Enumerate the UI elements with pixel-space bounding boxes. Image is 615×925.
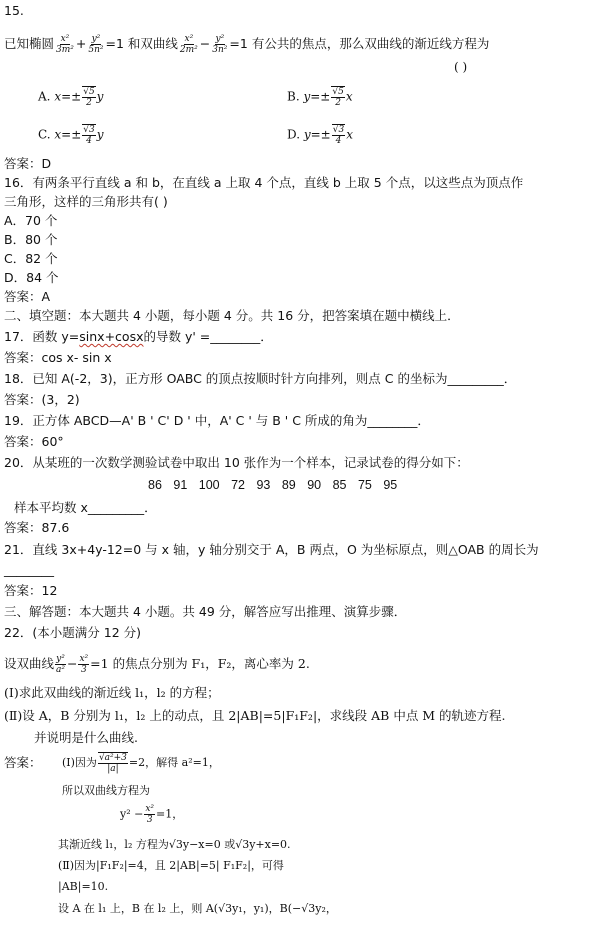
q22-part2-continued: 并说明是什么曲线. [34, 730, 138, 745]
q19-stem: 19．正方体 ABCD—A' B ' C' D ' 中，A' C ' 与 B ' C 所成的角为________． [4, 413, 430, 428]
hyperbola-term2: $\frac{\text{y²}}{\text{3n²}}$ [212, 34, 228, 55]
q19-answer: 答案：60° [4, 434, 64, 449]
q22-part2: (Ⅱ)设 A，B 分别为 l₁，l₂ 上的动点，且 2|AB|=5|F₁F₂|，求线段 AB 中点 M 的轨迹方程. [4, 708, 506, 723]
q16-stem-line2: 三角形，这样的三角形共有( ) [4, 194, 168, 209]
q22-solution-step6: |AB|=10. [58, 880, 109, 893]
q15-option-d[interactable]: D. y=± $\frac{√3}{4}$ x [287, 125, 353, 146]
ellipse-term2: $\frac{\text{y²}}{\text{5n²}}$ [88, 34, 104, 55]
q16-answer: 答案：A [4, 289, 51, 304]
q22-solution-step2: 所以双曲线方程为 [62, 784, 150, 797]
q22-answer-label: 答案： [4, 755, 42, 770]
q15-number: 15. [4, 3, 24, 18]
q20-scores: 86 91 100 72 93 89 90 85 75 95 [148, 478, 398, 492]
q15-answer: 答案：D [4, 156, 52, 171]
q17-stem: 17．函数 y=sinx+cosx的导数 y' =________． [4, 329, 273, 344]
q16-option-d[interactable]: D．84 个 [4, 270, 59, 285]
q22-solution-step7: 设 A 在 l₁ 上，B 在 l₂ 上，则 A(√3y₁，y₁)，B(−√3y₂， [58, 902, 337, 915]
q15-option-c[interactable]: C. x=± $\frac{√3}{4}$ y [38, 125, 104, 146]
q21-stem: 21．直线 3x+4y-12=0 与 x 轴，y 轴分别交于 A，B 两点，O 为坐标原点，则△OAB 的周长为 [4, 542, 539, 557]
hyperbola-term1: $\frac{\text{x²}}{\text{2m²}}$ [179, 34, 198, 55]
q17-answer: 答案：cos x- sin x [4, 350, 112, 365]
q22-solution-step1: (Ⅰ)因为 $\frac{\text{√a²+3}}{|a|}$ =2，解得 a²=1， [62, 753, 220, 774]
q20-answer: 答案：87.6 [4, 520, 70, 535]
q15-option-a[interactable]: A. x=± $\frac{√5}{2}$ y [38, 87, 104, 108]
q22-solution-step4: 其渐近线 l₁，l₂ 方程为√3y−x=0 或√3y+x=0. [58, 838, 291, 851]
q15-option-b[interactable]: B. y=± $\frac{√5}{2}$ x [287, 87, 353, 108]
q22-part1: (Ⅰ)求此双曲线的渐近线 l₁，l₂ 的方程； [4, 685, 220, 700]
q21-blank: ________ [4, 562, 54, 577]
q21-answer: 答案：12 [4, 583, 58, 598]
q22-title: 22．(本小题满分 12 分) [4, 625, 142, 640]
q20-sample-mean: 样本平均数 x_________． [14, 500, 157, 515]
q20-stem: 20．从某班的一次数学测验试卷中取出 10 张作为一个样本，记录试卷的得分如下： [4, 455, 469, 470]
q22-stem: 设双曲线 $\frac{\text{y²}}{\text{a²}}$ − $\frac{\text{x²}}{3}$ =1 的焦点分别为 F₁，F₂，离心率为 2. [4, 654, 310, 675]
q16-option-a[interactable]: A．70 个 [4, 213, 58, 228]
q22-solution-step5: (Ⅱ)因为|F₁F₂|=4，且 2|AB|=5| F₁F₂|，可得 [58, 859, 284, 872]
section-fill-in-heading: 二、填空题：本大题共 4 小题，每小题 4 分。共 16 分，把答案填在题中横线上． [4, 308, 460, 323]
q22-solution-hyperbola-eq: y² − $\frac{\text{x²}}{3}$ =1， [120, 804, 184, 825]
ellipse-term1: $\frac{\text{x²}}{\text{3m²}}$ [56, 34, 74, 55]
q15-stem: 已知椭圆 $\frac{\text{x²}}{\text{3m²}}$ + $\frac{\text{y²}}{\text{5n²}}$ =1 和双曲线 $\frac{\text{x²}}{\text{2m²}}$ − $\frac{\text{y²}}{\text{3n²}}$ =1 有公共的焦点，那么双曲线的渐近线方程为 [4, 34, 490, 55]
section-solution-heading: 三、解答题：本大题共 4 小题。共 49 分，解答应写出推理、演算步骤． [4, 604, 407, 619]
answer-paren: ( ) [454, 60, 468, 74]
q16-option-b[interactable]: B．80 个 [4, 232, 58, 247]
q18-answer: 答案：(3，2) [4, 392, 80, 407]
q16-stem-line1: 16．有两条平行直线 a 和 b，在直线 a 上取 4 个点，直线 b 上取 5 个点，以这些点为顶点作 [4, 175, 524, 190]
q18-stem: 18．已知 A(-2，3)，正方形 OABC 的顶点按顺时针方向排列，则点 C 的坐标为_________． [4, 371, 517, 386]
q16-option-c[interactable]: C．82 个 [4, 251, 58, 266]
